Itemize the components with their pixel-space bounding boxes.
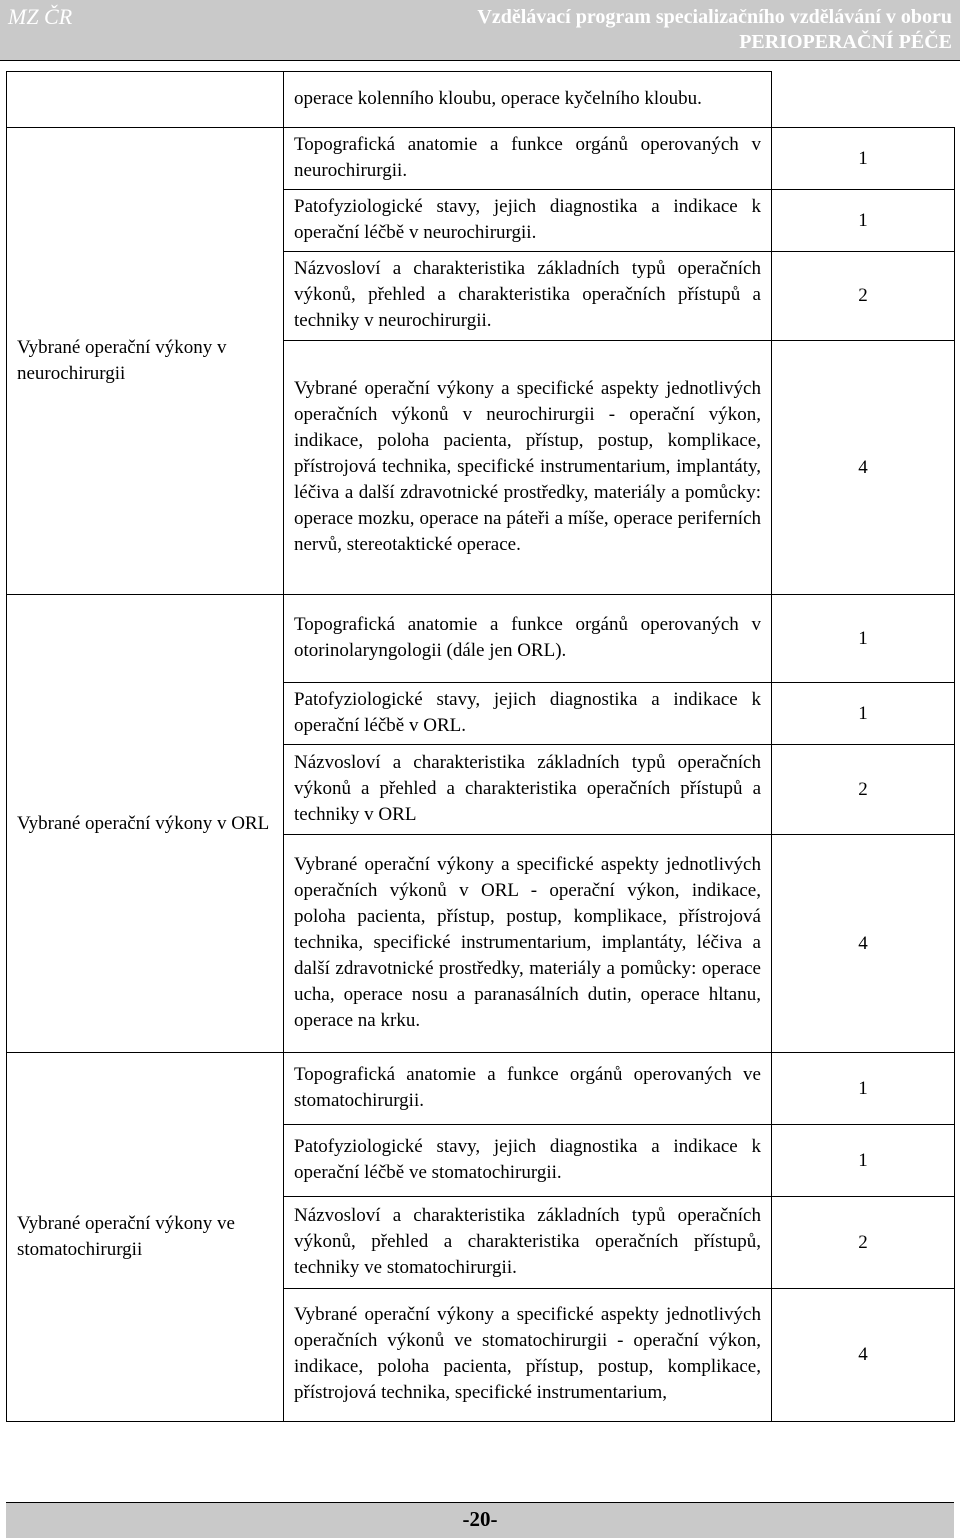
section-category: Vybrané operační výkony v ORL [7,595,284,1053]
header-title-line2: PERIOPERAČNÍ PÉČE [739,31,952,53]
hours-value: 2 [772,745,955,835]
topic-text: Topografická anatomie a funkce orgánů operovaných v neurochirurgii. [284,128,772,190]
topic-text: Názvosloví a charakteristika základních typů operačních výkonů, přehled a charakteristika operačních přístupů, techniky ve stomatochirurgii. [284,1197,772,1289]
hours-cell-empty [772,72,955,128]
hours-value: 1 [772,190,955,252]
header-ministry: MZ ČR [8,4,73,29]
hours-value: 4 [772,341,955,595]
page-footer [6,1502,954,1538]
table-row [7,72,955,128]
table-row [7,1053,955,1125]
topic-text: Topografická anatomie a funkce orgánů operovaných ve stomatochirurgii. [284,1053,772,1125]
topic-text: Vybrané operační výkony a specifické aspekty jednotlivých operačních výkonů v ORL - operační výkon, indikace, poloha pacienta, přístup, postup, komplikace, přístrojová technika, specifické instrumentarium, implantáty, léčiva a další zdravotnické prostředky, materiály a pomůcky: operace ucha, operace nosu a paranasálních dutin, operace hltanu, operace na krku. [284,835,772,1053]
hours-value: 1 [772,1125,955,1197]
hours-value: 1 [772,595,955,683]
header-title-line1: Vzdělávací program specializačního vzdělávání v oboru [477,6,952,28]
section-category: Vybrané operační výkony v neurochirurgii [7,128,284,595]
topic-text: Topografická anatomie a funkce orgánů operovaných v otorinolaryngologii (dále jen ORL). [284,595,772,683]
topic-text: Vybrané operační výkony a specifické aspekty jednotlivých operačních výkonů ve stomatochirurgii - operační výkon, indikace, poloha pacienta, přístup, postup, komplikace, přístrojová technika, specifické instrumentarium, [284,1289,772,1422]
curriculum-table [6,71,955,1422]
page-header [0,0,960,61]
topic-text: Vybrané operační výkony a specifické aspekty jednotlivých operačních výkonů v neurochirurgii - operační výkon, indikace, poloha pacienta, přístup, postup, komplikace, přístrojová technika, specifické instrumentarium, implantáty, léčiva a další zdravotnické prostředky, materiály a pomůcky: operace mozku, operace na páteři a míše, operace periferních nervů, stereotaktické operace. [284,341,772,595]
topic-text: Patofyziologické stavy, jejich diagnostika a indikace k operační léčbě ve stomatochirurgii. [284,1125,772,1197]
topic-text: Názvosloví a charakteristika základních typů operačních výkonů a přehled a charakteristika operačních přístupů a techniky v ORL [284,745,772,835]
hours-value: 2 [772,1197,955,1289]
hours-value: 2 [772,252,955,341]
topic-text: Patofyziologické stavy, jejich diagnostika a indikace k operační léčbě v ORL. [284,683,772,745]
topic-text: operace kolenního kloubu, operace kyčelního kloubu. [284,72,772,128]
table-row [7,595,955,683]
table-row [7,128,955,190]
hours-value: 4 [772,1289,955,1422]
hours-value: 1 [772,128,955,190]
hours-value: 1 [772,683,955,745]
topic-text: Patofyziologické stavy, jejich diagnostika a indikace k operační léčbě v neurochirurgii. [284,190,772,252]
category-cell-empty [7,72,284,128]
section-category: Vybrané operační výkony ve stomatochirurgii [7,1053,284,1422]
header-program-title [477,5,952,55]
topic-text: Názvosloví a charakteristika základních typů operačních výkonů, přehled a charakteristika operačních přístupů a techniky v neurochirurgii. [284,252,772,341]
page-number: -20- [462,1507,498,1531]
hours-value: 4 [772,835,955,1053]
hours-value: 1 [772,1053,955,1125]
